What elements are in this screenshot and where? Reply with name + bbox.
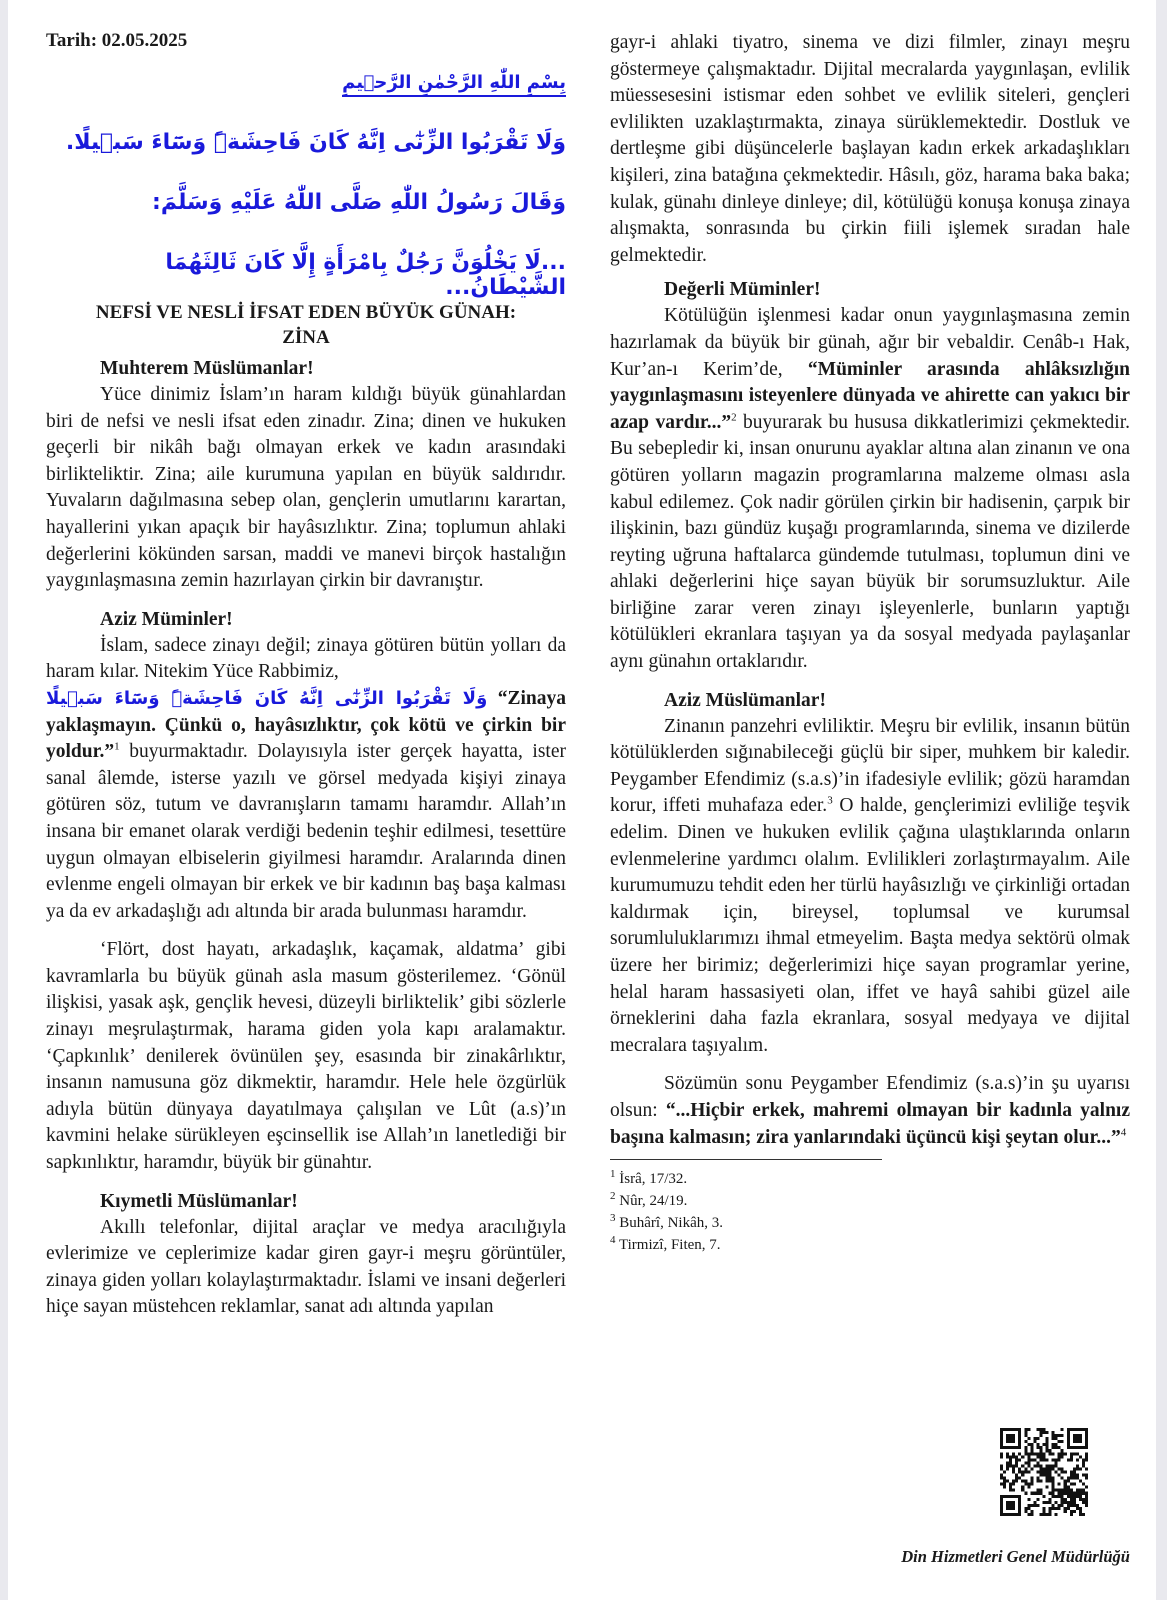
footnote — [610, 1168, 1130, 1190]
qr-code-icon[interactable] — [1000, 1428, 1088, 1516]
paragraph-text: Sözümün sonu Peygamber Efendimiz (s.a.s)’in şu uyarısı olsun: — [610, 1073, 1130, 1121]
paragraph: ‘Flört, dost hayatı, arkadaşlık, kaçamak, aldatma’ gibi kavramlarla bu büyük günah asla masum gösterilemez. ‘Gönül ilişkisi, yasak aşk, gençlik hevesi, düzeyli birliktelik’ gibi sözlerle zinayı meşrulaştırmak, harama giden yola kapı aralamaktır. ‘Çapkınlık’ denilerek övünülen şey, esasında bir zinakârlıktır, insanın namusuna göz dikmektir, haramdır. Hele hele özgürlük adıyla bütün dünyaya dayatılmaya çalışılan ve Lût (a.s)’ın kavmini helake sürükleyen eşcinsellik ise Allah’ın lanetlediği bir sapkınlıktır, haramdır, büyük bir günahtır. — [46, 939, 566, 1174]
paragraph-text: buyurarak bu hususa dikkatlerimizi çekmektedir. Bu sebepledir ki, insan onurunu ayaklar altına alan zinanın ve ona götüren yolların magazin programlarına malzeme olması asla kabul edilemez. Çok nadir görülen çirkin bir hadisenin, çarpık bir ilişkinin, bazı gündüz kuşağı programlarında, sinema ve dizilerde reyting uğruna haftalarca gündemde tutulması, toplumun dini ve ahlaki değerlerini hiçe sayan büyük bir sorumsuzluktur. Aile birliğine zarar veren zinayı işleyenlerle, bunların yaptığı kötülükleri ekranlara taşıyan ya da sosyal medyada paylaşanlar aynı günahın ortaklarıdır. — [610, 411, 1130, 673]
basmala — [46, 72, 566, 93]
footnotes — [610, 1168, 1130, 1256]
section-heading: Değerli Müminler! — [664, 279, 821, 301]
title-line-2: ZİNA — [282, 327, 330, 348]
footnote-ref[interactable]: 2 — [731, 411, 737, 424]
paragraph-text: Zinanın panzehri evliliktir. Meşru bir evlilik, insanın bütün kötülüklerden sığınabileceği güçlü bir siper, muhkem bir kaledir. Peygamber Efendimiz (s.a.s)’in ifadesiyle evlilik; gözü haramdan korur, iffeti muhafaza eder. — [610, 715, 1130, 817]
footnote-ref[interactable]: 4 — [1120, 1126, 1127, 1139]
hadith-translation: “...Hiçbir erkek, mahremi olmayan bir kadınla yalnız başına kalmasın; zira yanlarındaki üçüncü kişi şeytan olur...” — [610, 1099, 1130, 1148]
title-line-1: NEFSİ VE NESLİ İFSAT EDEN BÜYÜK GÜNAH: — [95, 302, 517, 323]
verse-translation: “Zinaya yaklaşmayın. Çünkü o, hayâsızlıktır, çok kötü ve çirkin bir yoldur.” — [46, 687, 566, 763]
paragraph — [610, 714, 1130, 1060]
footnote-number: 4 — [610, 1234, 616, 1247]
inline-verse-arabic: وَلَا تَقْرَبُوا الزِّنٰٓى اِنَّهُ كَانَ فَاحِشَةًۜ وَسَٓاءَ سَب۪يلًا — [46, 687, 488, 709]
left-column — [46, 356, 566, 1321]
footnote-text: Buhârî, Nikâh, 3. — [619, 1215, 723, 1232]
paragraph-text: O halde, gençlerimizi evliliğe teşvik edelim. Dinen ve hukuken evlilik çağına ulaştıklarında onların evlenmelerine yardımcı olalım. Evlilikleri zorlaştırmayalım. Aile kurumumuzu tehdit eden her türlü hayâsızlığı ve çirkinliği ortadan kaldırmak için, bireysel, toplumsal ve kurumsal sorumluluklarımızı ihmal etmeyelim. Başta medya sektörü olmak üzere her birimiz; değerlerimizi hiçe sayan programlar yerine, helal haram hassasiyeti olan, iffet ve hayâ sahibi güzel aile örneklerini daha fazla ekranlara, sosyal medyaya ve dijital mecralara taşıyalım. — [610, 795, 1130, 1056]
footnote-number: 1 — [610, 1168, 616, 1181]
paragraph-text: buyurmaktadır. Dolayısıyla ister gerçek hayatta, ister sanal âlemde, isterse yazılı ve görsel medyada kişiyi zinaya götüren söz, tutum ve davranışların tamamı haramdır. Allah’ın insana bir emanet olarak verdiği bedenin teşhir edilmesi, tesettüre uygun olmayan elbiselerin giyilmesi haramdır. Aralarında dinen evlenme engeli olmayan bir erkek ve bir kadının baş başa kalması ya da ev arkadaşlığı adı altında bir arada bulunması haramdır. — [46, 741, 566, 922]
paragraph — [610, 303, 1130, 675]
signature: Din Hizmetleri Genel Müdürlüğü — [901, 1547, 1130, 1566]
section-heading: Aziz Müminler! — [100, 608, 233, 630]
paragraph: Yüce dinimiz İslam’ın haram kıldığı büyük günahlardan biri de nefsi ve nesli ifsat eden zinadır. Zina; dinen ve hukuken geçerli bir nikâh bağı olmayan erkek ve kadın arasındaki birlikteliktir. Zina; aile kurumuna yapılan en büyük saldırıdır. Yuvaların dağılmasına sebep olan, gençlerin umutlarını karartan, hayallerini yıkan apaçık bir hayâsızlıktır. Zina; toplumun ahlaki değerlerini kökünden sarsan, maddi ve manevi birçok hastalığın yaygınlaşmasına zemin hazırlayan çirkin bir davranıştır. — [46, 384, 566, 592]
footnote-ref[interactable]: 3 — [827, 794, 833, 807]
footnote-text: Nûr, 24/19. — [619, 1193, 688, 1210]
paragraph — [46, 633, 566, 926]
closing-paragraph — [610, 1071, 1130, 1151]
footnote-divider — [610, 1159, 882, 1160]
paragraph: gayr-i ahlaki tiyatro, sinema ve dizi filmler, zinayı meşru göstermeye çalışmaktadır. Dijital mecralarda yaygınlaşan, evlilik müessesesini istismar eden sohbet ve evlilik siteleri, gençleri evlilikten uzaklaştırmakta, zinaya sürüklemektedir. Dostluk ve dertleşme gibi düşüncelerle başlayan kadın erkek arkadaşlıkları kişileri, zina batağına çekmektedir. Hâsılı, göz, harama baka baka; kulak, günahı dinleye dinleye; dil, kötülüğü konuşa konuşa zinaya alışmakta, sonrasında bu çirkin fiili işlemek sıradan hale gelmektedir. — [610, 32, 1130, 266]
footnote-text: İsrâ, 17/32. — [619, 1171, 688, 1188]
section-heading: Muhterem Müslümanlar! — [100, 358, 314, 379]
paragraph-text: Kötülüğün işlenmesi kadar onun yaygınlaşmasına zemin hazırlamak da büyük bir günah, ağır bir vebaldir. Cenâb-ı Hak, Kur’an-ı Kerim’de, — [610, 305, 1130, 380]
footnote-text: Tirmizî, Fiten, 7. — [618, 1237, 721, 1254]
footnote-ref[interactable]: 1 — [114, 740, 120, 753]
section-heading: Aziz Müslümanlar! — [664, 689, 826, 711]
footnote — [610, 1212, 1130, 1234]
footnote — [610, 1190, 1130, 1212]
quran-verse-arabic: وَلَا تَقْرَبُوا الزِّنٰٓى اِنَّهُ كَانَ فَاحِشَةًۜ وَسَٓاءَ سَب۪يلًا. — [65, 130, 566, 155]
footnote-number: 3 — [610, 1212, 616, 1225]
sermon-title — [46, 300, 566, 350]
basmala-text: بِسْمِ اللّٰهِ الرَّحْمٰنِ الرَّح۪يمِ — [342, 72, 566, 97]
footnote — [610, 1234, 1130, 1256]
hadith-arabic: ...لَا يَخْلُوَنَّ رَجُلٌ بِامْرَأَةٍ إِلَّا كَانَ ثَالِثَهُمَا الشَّيْطَانُ... — [165, 250, 566, 300]
right-column — [610, 30, 1130, 1256]
section-heading: Kıymetli Müslümanlar! — [100, 1190, 298, 1212]
footnote-number: 2 — [610, 1190, 616, 1203]
hadith-intro-arabic: وَقَالَ رَسُولُ اللّٰهِ صَلَّى اللّٰهُ عَلَيْهِ وَسَلَّمَ: — [152, 190, 566, 215]
verse-translation: “Müminler arasında ahlâksızlığın yaygınlaşmasını isteyenlere dünyada ve ahirette can yakıcı bir azap vardır...” — [610, 358, 1130, 433]
date-label: Tarih: 02.05.2025 — [46, 30, 188, 51]
paragraph-text: İslam, sadece zinayı değil; zinaya götüren bütün yolları da haram kılar. Nitekim Yüce Rabbimiz, — [46, 634, 566, 683]
document-page — [8, 0, 1156, 1600]
paragraph: Akıllı telefonlar, dijital araçlar ve medya aracılığıyla evlerimize ve ceplerimize kadar giren gayr-i meşru görüntüler, zinaya giden yolları kolaylaştırmaktadır. İslami ve insani değerleri hiçe sayan müstehcen reklamlar, sanat adı altında yapılan — [46, 1216, 566, 1318]
